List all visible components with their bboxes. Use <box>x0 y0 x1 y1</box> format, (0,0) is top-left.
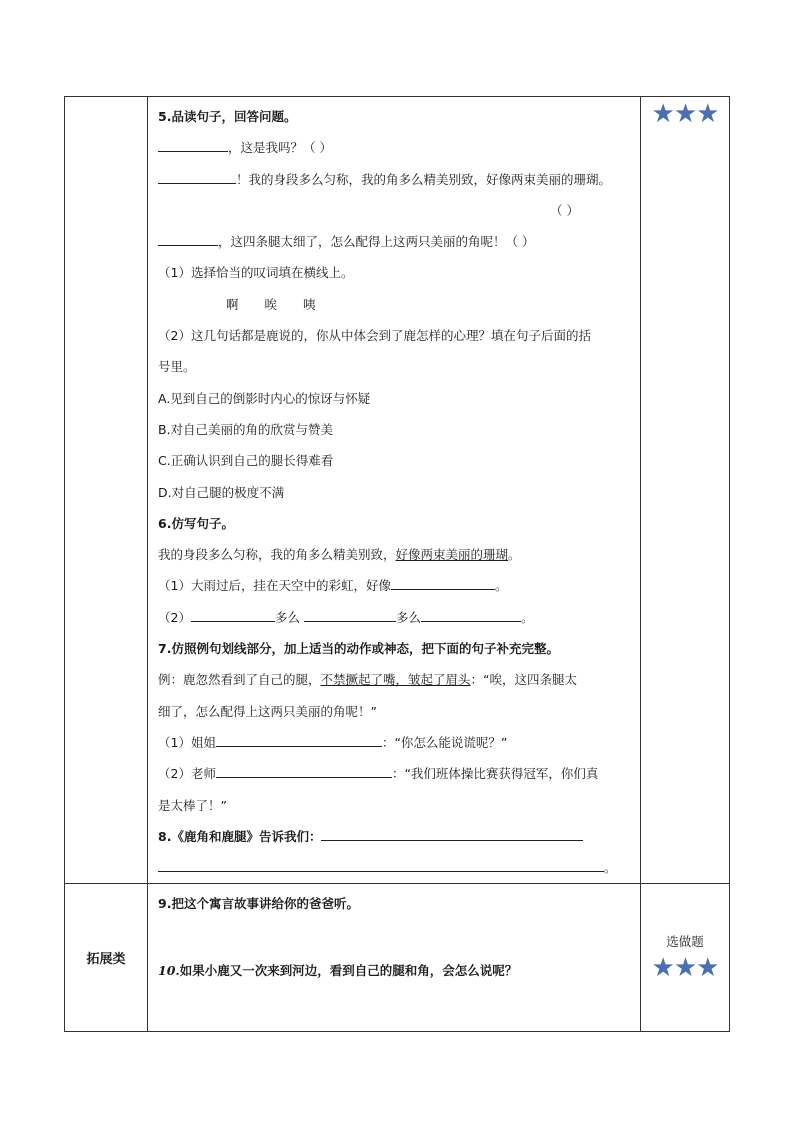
answer-blank[interactable] <box>158 169 236 184</box>
q7-example-line2: 细了，怎么配得上这两只美丽的角呢！” <box>158 703 377 719</box>
table-row <box>65 884 730 1032</box>
option-b: B.对自己美丽的角的欣赏与赞美 <box>158 421 334 437</box>
answer-blank[interactable] <box>158 137 228 152</box>
q6-practice-1: （1）大雨过后，挂在天空中的彩虹，好像 。 <box>158 570 640 601</box>
q7-practice-1: （1）姐姐 ：“你怎么能说谎呢？” <box>158 727 640 758</box>
optional-label: 选做题 <box>666 933 704 949</box>
q5-sub-question-1: （1）选择恰当的叹词填在横线上。 <box>158 265 354 281</box>
q5-sentence-2: ！我的身段多么匀称，我的角多么精美别致，好像两束美丽的珊瑚。 <box>158 164 640 195</box>
answer-blank[interactable] <box>421 607 521 622</box>
answer-blank[interactable] <box>216 763 392 778</box>
q6-title: 6.仿写句子。 <box>158 515 234 531</box>
exercise-table <box>64 96 730 1032</box>
category-label: 拓展类 <box>86 952 126 968</box>
q9-title: 9.把这个寓言故事讲给你的爸爸听。 <box>158 896 359 912</box>
answer-blank[interactable] <box>191 607 275 622</box>
star-rating-icon: ★★★ <box>651 99 719 129</box>
answer-blank[interactable] <box>321 826 583 841</box>
answer-blank[interactable] <box>304 607 396 622</box>
category-cell <box>65 884 148 1032</box>
q5-sentence-3: ，这四条腿太细了，怎么配得上这两只美丽的角呢！（ ） <box>158 226 640 257</box>
question-cell <box>148 884 641 1032</box>
difficulty-cell <box>641 97 730 884</box>
q5-title: 5.品读句子，回答问题。 <box>158 109 297 124</box>
interjection-options: 啊 唉 咦 <box>226 296 316 312</box>
q7-practice-2: （2）老师 ：“我们班体操比赛获得冠军，你们真 <box>158 758 640 789</box>
difficulty-cell <box>641 884 730 1032</box>
q5-sentence-2-paren[interactable]: （ ） <box>550 202 579 218</box>
answer-blank[interactable] <box>158 857 604 872</box>
option-a: A.见到自己的倒影时内心的惊讶与怀疑 <box>158 390 371 406</box>
category-cell-empty <box>65 97 148 884</box>
q10-title: 10.如果小鹿又一次来到河边，看到自己的腿和角，会怎么说呢？ <box>158 963 518 979</box>
q5-sub-question-2-line2: 号里。 <box>158 359 196 375</box>
question-cell <box>148 97 641 884</box>
q7-title: 7.仿照例句划线部分，加上适当的动作或神态，把下面的句子补充完整。 <box>158 641 559 657</box>
q5-sub-question-2-line1: （2）这几句话都是鹿说的，你从中体会到了鹿怎样的心理？填在句子后面的括 <box>158 328 591 344</box>
q6-example: 我的身段多么匀称，我的角多么精美别致，好像两束美丽的珊瑚。 <box>158 547 521 563</box>
table-row <box>65 97 730 884</box>
q8-line1: 8.《鹿角和鹿腿》告诉我们： <box>158 821 640 852</box>
star-rating-icon: ★★★ <box>651 952 719 983</box>
q7-example-line1: 例：鹿忽然看到了自己的腿，不禁撅起了嘴，皱起了眉头：“唉，这四条腿太 <box>158 672 578 688</box>
option-c: C.正确认识到自己的腿长得难看 <box>158 453 334 469</box>
option-d: D.对自己腿的极度不满 <box>158 484 285 500</box>
q5-sentence-1: ，这是我吗？（ ） <box>158 132 640 163</box>
q6-practice-2: （2） 多么 多么 。 <box>158 602 640 633</box>
answer-blank[interactable] <box>391 575 495 590</box>
answer-blank[interactable] <box>216 732 382 747</box>
q8-line2: 。 <box>158 852 640 883</box>
q7-practice-2-line2: 是太棒了！” <box>158 797 227 813</box>
answer-blank[interactable] <box>158 231 218 246</box>
